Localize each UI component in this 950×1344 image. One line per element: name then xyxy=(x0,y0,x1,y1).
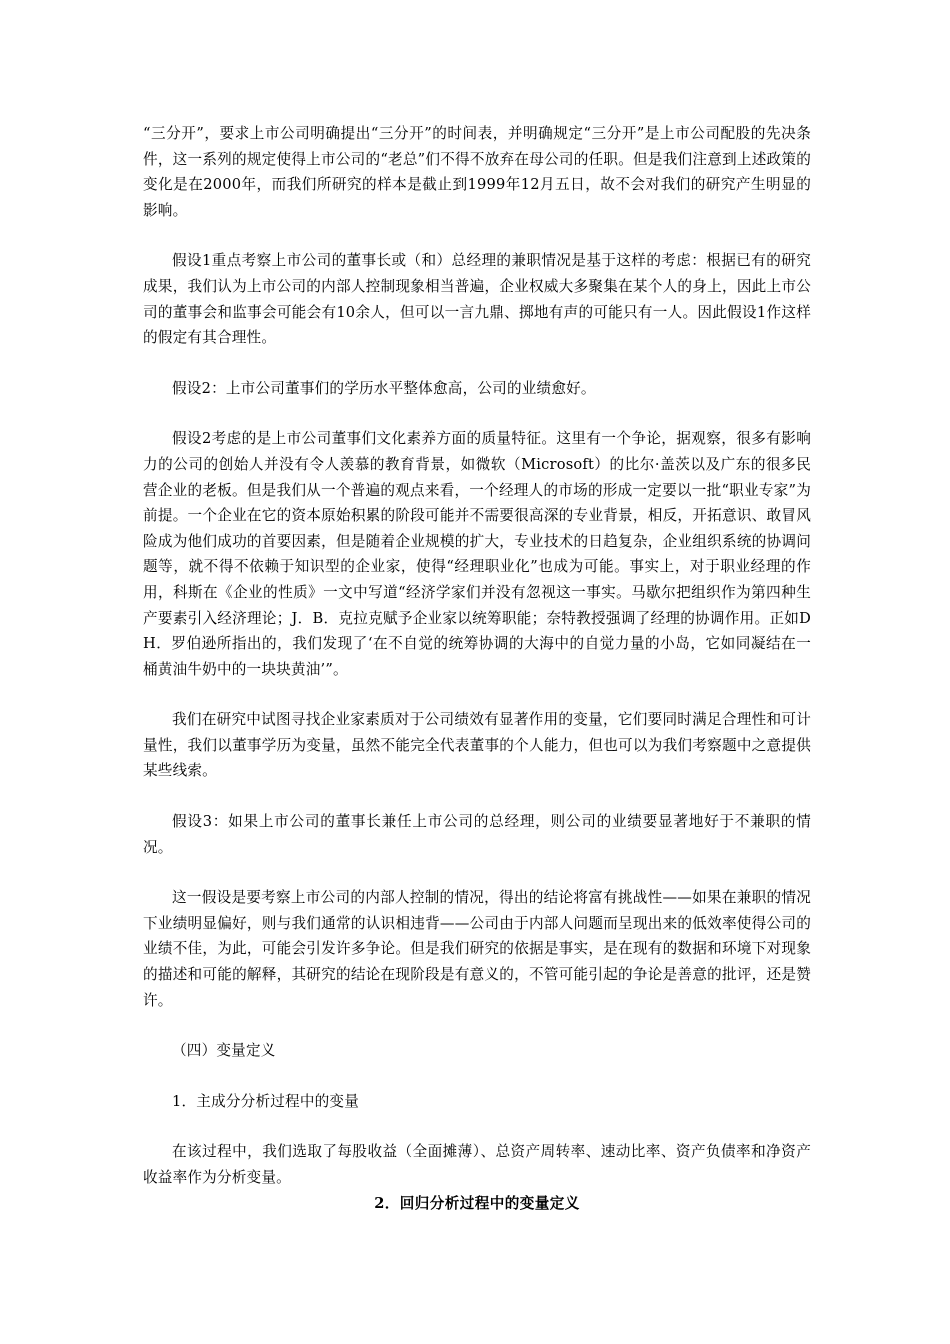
paragraph-pca-variables: 在该过程中，我们选取了每股收益（全面摊薄）、总资产周转率、速动比率、资产负债率和净资产收益率作为分析变量。 xyxy=(143,1143,811,1186)
paragraph-hypothesis-2-explanation: 假设2考虑的是上市公司董事们文化素养方面的质量特征。这里有一个争论，据观察，很多有影响力的公司的创始人并没有令人羡慕的教育背景，如微软（Microsoft）的比尔·盖茨以及广东的很多民营企业的老板。但是我们从一个普遍的观点来看，一个经理人的市场的形成一定要以一批“职业专家”为前提。一个企业在它的资本原始积累的阶段可能并不需要很高深的专业背景，相反，开拓意识、敢冒风险成为他们成功的首要因素，但是随着企业规模的扩大，专业技术的日趋复杂，企业组织系统的协调问题等，就不得不依赖于知识型的企业家，使得“经理职业化”也成为可能。事实上，对于职业经理的作用，科斯在《企业的性质》一文中写道“经济学家们并没有忽视这一事实。马歇尔把组织作为第四种生产要素引入经济理论；J．B．克拉克赋予企业家以统筹职能；奈特教授强调了经理的协调作用。正如D H．罗伯逊所指出的，我们发现了‘在不自觉的统筹协调的大海中的自觉力量的小岛，它如同凝结在一桶黄油牛奶中的一块块黄油’”。 xyxy=(143,430,811,678)
section-variable-definition: （四）变量定义 xyxy=(172,1042,276,1060)
paragraph-hypothesis-2: 假设2：上市公司董事们的学历水平整体愈高，公司的业绩愈好。 xyxy=(172,379,596,397)
paragraph-hypothesis-3: 假设3：如果上市公司的董事长兼任上市公司的总经理，则公司的业绩要显著地好于不兼职的情况。 xyxy=(143,813,811,856)
paragraph-hypothesis-3-explanation: 这一假设是要考察上市公司的内部人控制的情况，得出的结论将富有挑战性——如果在兼职的情况下业绩明显偏好，则与我们通常的认识相违背——公司由于内部人问题而呈现出来的低效率使得公司的业绩不佳，为此，可能会引发许多争论。但是我们研究的依据是事实，是在现有的数据和环境下对现象的描述和可能的解释，其研究的结论在现阶段是有意义的，不管可能引起的争论是善意的批评，还是赞许。 xyxy=(143,889,811,1009)
paragraph-three-separations: “三分开”，要求上市公司明确提出“三分开”的时间表，并明确规定“三分开”是上市公司配股的先决条件，这一系列的规定使得上市公司的“老总”们不得不放弃在母公司的任职。但是我们注意到上述政策的变化是在2000年，而我们所研究的样本是截止到1999年12月五日，故不会对我们的研究产生明显的影响。 xyxy=(143,125,811,219)
subsection-pca-variables: 1．主成分分析过程中的变量 xyxy=(172,1092,360,1110)
document-page xyxy=(143,121,811,1216)
subsection-regression-variables-heading: 2．回归分析过程中的变量定义 xyxy=(374,1194,580,1212)
paragraph-entrepreneur-variable: 我们在研究中试图寻找企业家素质对于公司绩效有显著作用的变量，它们要同时满足合理性和可计量性，我们以董事学历为变量，虽然不能完全代表董事的个人能力，但也可以为我们考察题中之意提供某些线索。 xyxy=(143,711,811,780)
paragraph-hypothesis-1-explanation: 假设1重点考察上市公司的董事长或（和）总经理的兼职情况是基于这样的考虑：根据已有的研究成果，我们认为上市公司的内部人控制现象相当普遍，企业权威大多聚集在某个人的身上，因此上市公司的董事会和监事会可能会有10余人，但可以一言九鼎、掷地有声的可能只有一人。因此假设1作这样的假定有其合理性。 xyxy=(143,252,811,347)
